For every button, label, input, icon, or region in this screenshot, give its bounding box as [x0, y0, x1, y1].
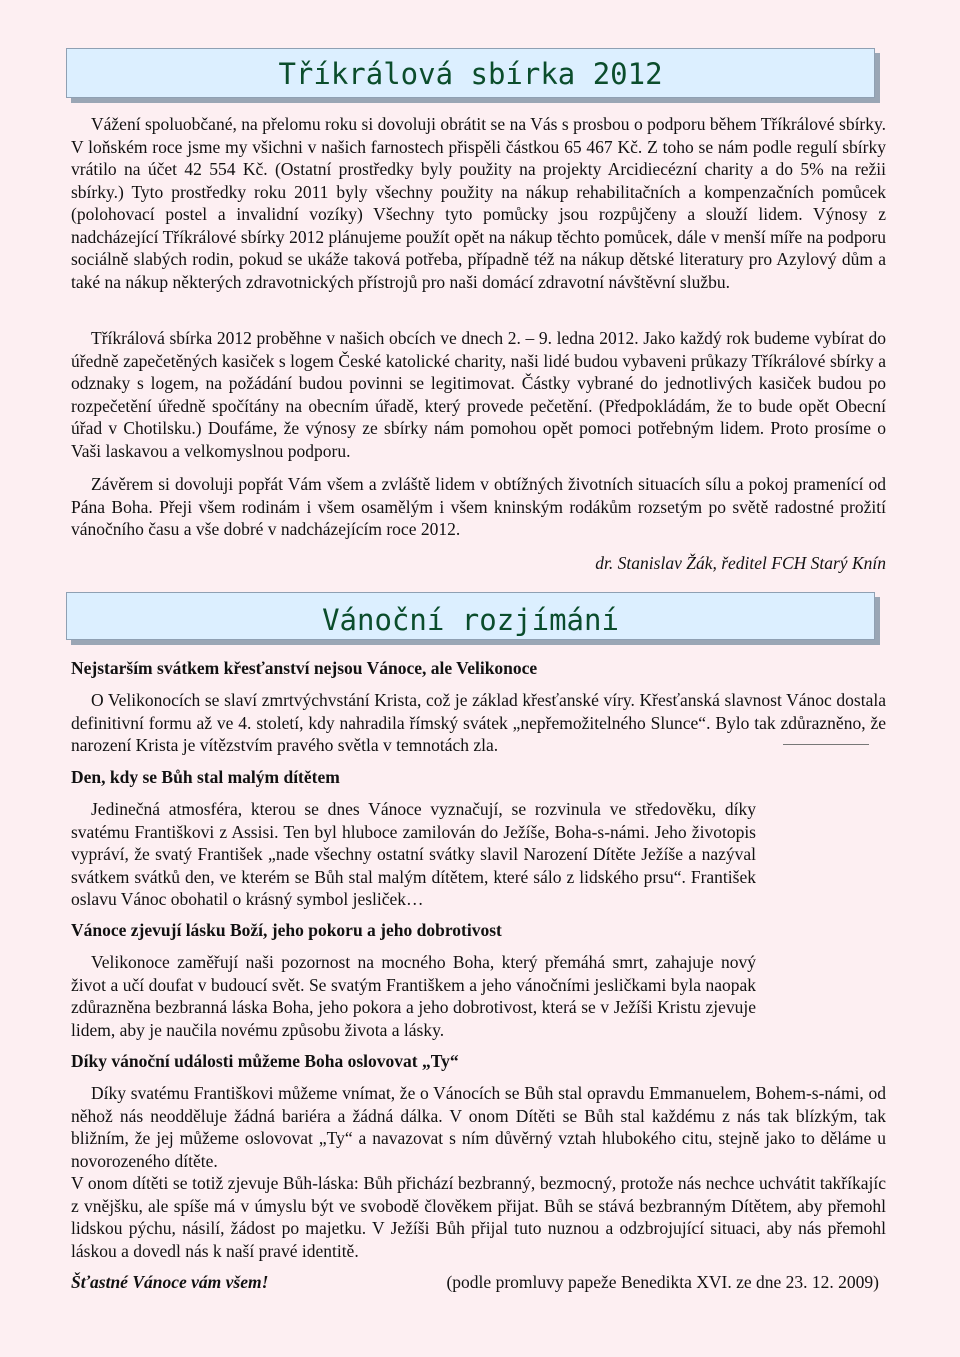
subheading: Vánoce zjevují lásku Boží, jeho pokoru a jeho dobrotivost: [71, 920, 502, 940]
source-citation: (podle promluvy papeže Benedikta XVI. ze dne 23. 12. 2009): [446, 1272, 879, 1292]
signature: dr. Stanislav Žák, ředitel FCH Starý Knín: [595, 553, 886, 573]
paragraph: V onom dítěti se totiž zjevuje Bůh-láska: Bůh přichází bezbranný, bezmocný, protože nás nechce uchvátit takříkajíc z vnějšku, ale spíše má v úmyslu být ve svobodě člověkem přijat. Bůh se stává bezbranným Dítětem, aby přemohl lidskou pýchu, násilí, žádost po majetku. V Ježíši Bůh přijal tuto nuznou a odzbrojující situaci, aby nás přemohl láskou a dovedl nás k naší pravé identitě.: [71, 1173, 886, 1261]
paragraph: Díky svatému Františkovi můžeme vnímat, že o Vánocích se Bůh stal opravdu Emmanuelem, Bohem-s-námi, od něhož nás neodděluje žádná bariéra a žádná dálka. V onom Dítěti se Bůh stal každému z nás tak blízkým, tak bližním, že jej můžeme oslovovat „Ty“ a navazovat s ním důvěrný vztah hlubokého citu, stejně jako to děláme u novorozeného dítěte.: [71, 1083, 886, 1171]
subheading: Den, kdy se Bůh stal malým dítětem: [71, 767, 340, 787]
footer-line: [71, 1272, 879, 1293]
title-banner-trikralova-sbirka: [66, 48, 875, 98]
paragraph: O Velikonocích se slaví zmrtvýchvstání Krista, což je základ křesťanské víry. Křesťanská slavnost Vánoc dostala definitivní formu až ve 4. století, kdy nahradila římský svátek „nepřemožitelného Slunce“. Bylo tak zdůrazněno, že narození Krista je vítězstvím pravého světla v temnotách zla.: [71, 690, 886, 755]
christmas-wish: Šťastné Vánoce vám všem!: [71, 1272, 269, 1292]
paragraph: Velikonoce zaměřují naši pozornost na mocného Boha, který přemáhá smrt, zahajuje nový život a učí doufat v budoucí svět. Se svatým Františkem a jeho vánočními jesličkami byla naopak zdůrazněna bezbranná láska Boha, jeho pokora a jeho dobrotivost, která se v Ježíši Kristu zjevuje lidem, aby je naučila novému způsobu života a lásky.: [71, 952, 756, 1040]
paragraph: Tříkrálová sbírka 2012 proběhne v našich obcích ve dnech 2. – 9. ledna 2012. Jako každý rok budeme vybírat do úředně zapečetěných kasiček s logem České katolické charity, naši lidé budou vybaveni průkazy Tříkrálové sbírky a odznaky s logem, na požádání budou povinni se legitimovat. Částky vybrané do jednotlivých kasiček budou po rozpečetění úředně spočítány na obecním úřadě, který provede pečetění. (Předpokládám, že to bude opět Obecní úřad v Chotilsku.) Doufáme, že výnosy ze sbírky nám pomohou opět pomoci potřebným lidem. Proto prosíme o Vaši laskavou a velkomyslnou podporu.: [71, 328, 886, 461]
paragraph: Jedinečná atmosféra, kterou se dnes Vánoce vyznačují, se rozvinula ve středověku, díky svatému Františkovi z Assisi. Ten byl hluboce zamilován do Ježíše, Boha-s-námi. Jeho životopis vypráví, že svatý František „nade všechny ostatní svátky slavil Narození Dítěte Ježíše a nazýval svátkem svátků den, ve kterém se Bůh stal malým dítětem, které sálo z lidského prsu“. František oslavu Vánoc obohatil o krásný symbol jesliček…: [71, 799, 756, 909]
paragraph: Závěrem si dovoluji popřát Vám všem a zvláště lidem v obtížných životních situacích sílu a pokoj pramenící od Pána Boha. Přeji všem rodinám i všem osamělým i všem kninským rodákům rozsetým po světě radostné prožití vánočního času a vše dobré v nadcházejícím roce 2012.: [71, 474, 886, 539]
subheading: Díky vánoční události můžeme Boha oslovovat „Ty“: [71, 1051, 459, 1071]
section-title: Vánoční rozjímání: [322, 603, 619, 637]
section-title: Tříkrálová sbírka 2012: [278, 57, 663, 91]
subheading: Nejstarším svátkem křesťanství nejsou Vánoce, ale Velikonoce: [71, 658, 538, 678]
title-banner-vanocni-rozjimani: [66, 592, 875, 640]
divider-line: [783, 744, 869, 745]
paragraph: Vážení spoluobčané, na přelomu roku si dovoluji obrátit se na Vás s prosbou o podporu během Tříkrálové sbírky. V loňském roce jsme my všichni v našich farnostech přispěli částkou 65 467 Kč. Z toho se nám podle regulí sbírky vrátilo na účet 42 554 Kč. (Ostatní prostředky byly použity na projekty Arcidiecézní charity a do 5% na režii sbírky.) Tyto prostředky roku 2011 byly všechny použity na nákup rehabilitačních a kompenzačních pomůcek (polohovací postel a invalidní vozíky) Všechny tyto pomůcky jsou rozpůjčeny a slouží lidem. Výnosy z nadcházející Tříkrálové sbírky 2012 plánujeme použít opět na nákup těchto pomůcek, dále v menší míře na podporu sociálně slabých rodin, pokud se ukáže taková potřeba, případně též na nákup dětské literatury pro Azylový dům a také na nákup některých zdravotnických přístrojů pro naši domácí zdravotní návštěvní službu.: [71, 114, 886, 292]
